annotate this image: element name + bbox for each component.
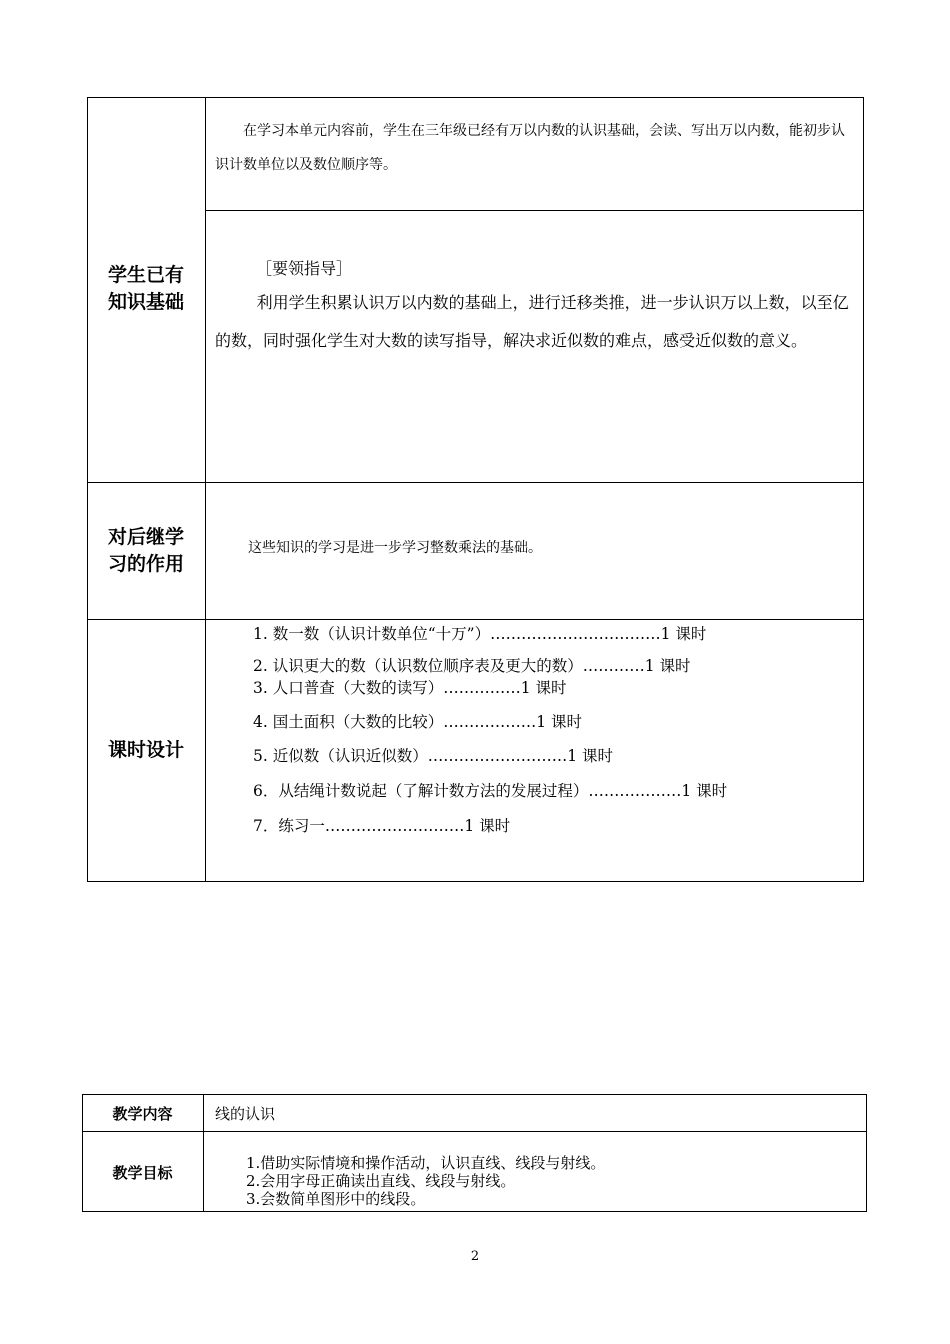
lesson-item: 3. 人口普查（大数的读写）……………1 课时 — [253, 679, 567, 697]
teaching-goal-item: 2.会用字母正确读出直线、线段与射线。 — [246, 1172, 516, 1190]
follow-up-text: 这些知识的学习是进一步学习整数乘法的基础。 — [248, 540, 542, 556]
teaching-goals-label: 教学目标 — [112, 1164, 173, 1182]
lesson-item: 6．从结绳计数说起（了解计数方法的发展过程）………………1 课时 — [253, 782, 728, 800]
guidance-heading: ［要领指导］ — [256, 259, 353, 278]
page-number: 2 — [470, 1249, 480, 1264]
lesson-item: 7．练习一………………………1 课时 — [253, 817, 511, 835]
teaching-goal-item: 3.会数简单图形中的线段。 — [246, 1190, 426, 1208]
guidance-text: 利用学生积累认识万以内数的基础上，进行迁移类推，进一步认识万以上数，以至亿的数，同时强化学生对大数的读写指导，解决求近似数的难点，感受近似数的意义。 — [215, 293, 849, 350]
teaching-content-label: 教学内容 — [112, 1105, 173, 1123]
lesson-item: 2. 认识更大的数（认识数位顺序表及更大的数）…………1 课时 — [253, 657, 691, 675]
row-label-prior-knowledge: 学生已有 知识基础 — [107, 264, 184, 313]
lesson-item: 5. 近似数（认识近似数）………………………1 课时 — [253, 747, 614, 765]
prior-knowledge-text: 在学习本单元内容前，学生在三年级已经有万以内数的认识基础，会读、写出万以内数，能初步认识计数单位以及数位顺序等。 — [215, 123, 845, 173]
guidance-block — [215, 254, 857, 360]
lesson-item: 1. 数一数（认识计数单位“十万”）……………………………1 课时 — [253, 625, 707, 643]
teaching-goal-item: 1.借助实际情境和操作活动，认识直线、线段与射线。 — [246, 1154, 606, 1172]
row-label-follow-up-role: 对后继学 习的作用 — [107, 526, 184, 575]
lesson-item: 4. 国土面积（大数的比较）………………1 课时 — [253, 713, 583, 731]
teaching-content-value: 线的认识 — [215, 1105, 276, 1123]
row-label-lesson-design: 课时设计 — [107, 739, 184, 761]
